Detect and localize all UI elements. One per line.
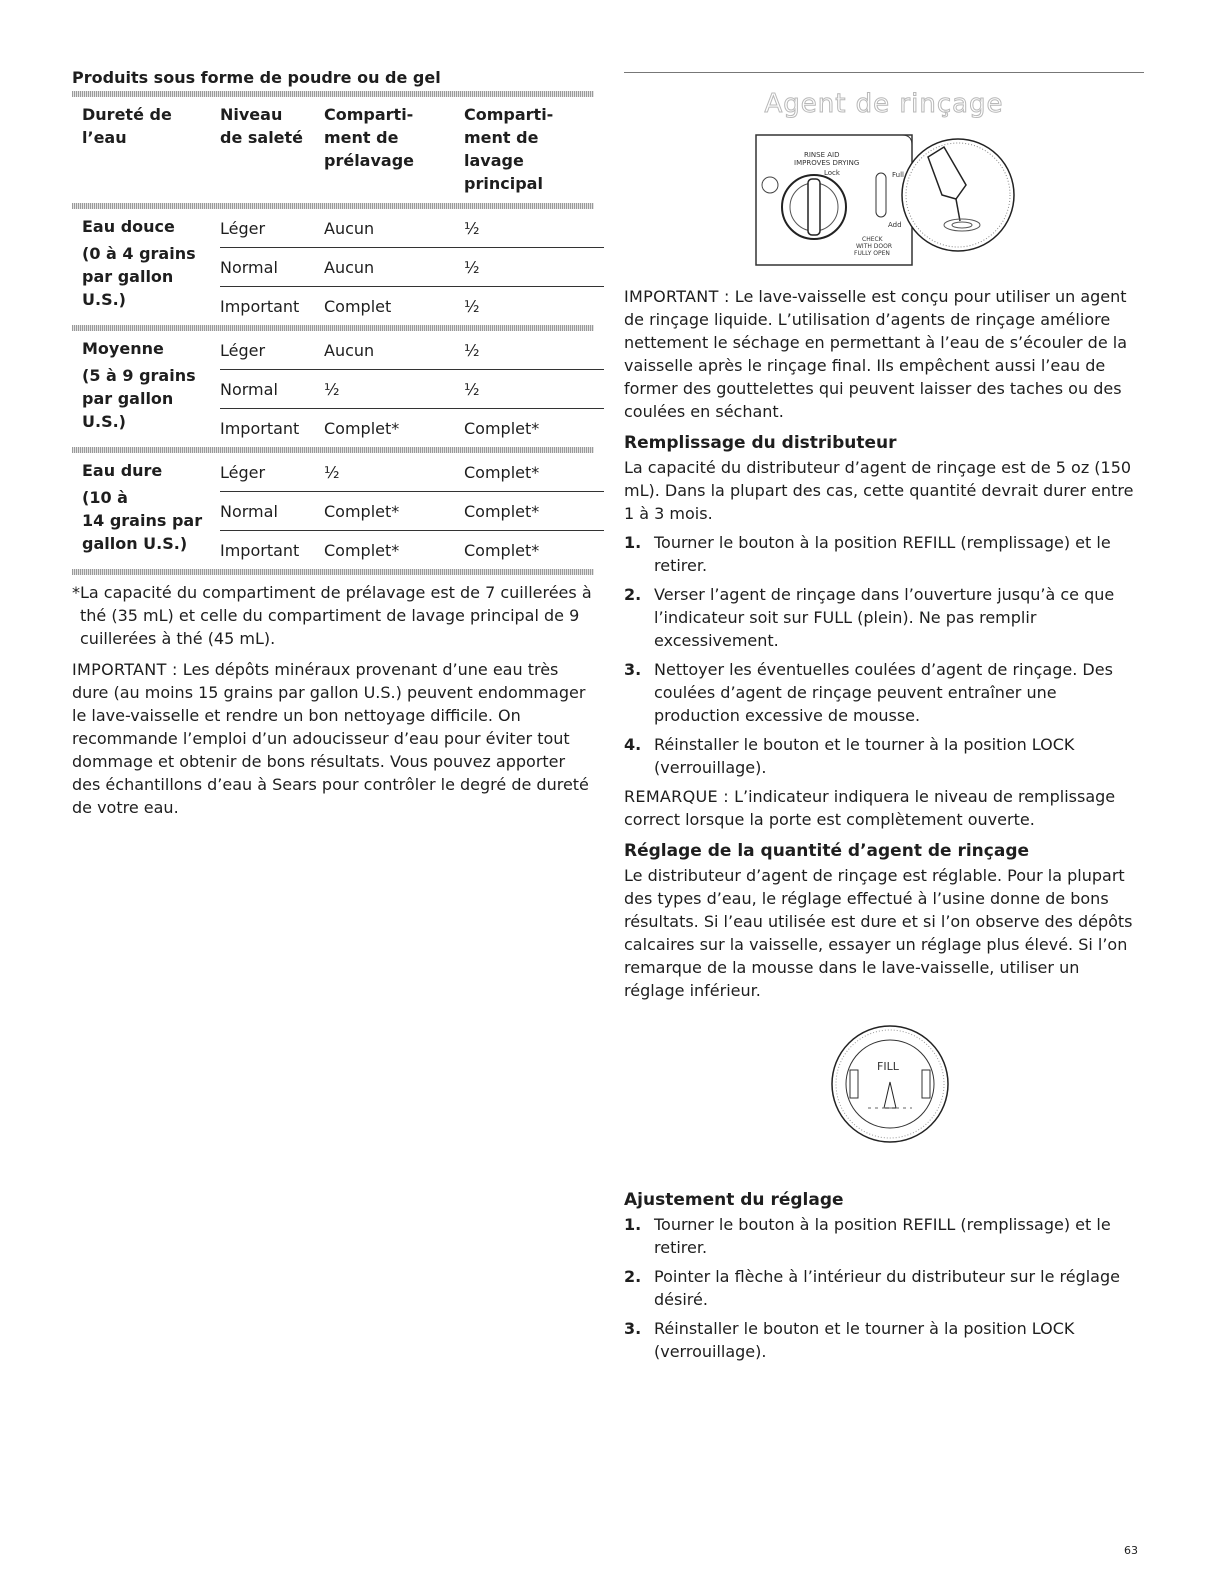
step-number: 3.: [624, 660, 642, 679]
group-name: Eau douce: [82, 217, 175, 236]
step-text: Nettoyer les éventuelles coulées d’agent de rinçage. Des coulées d’agent de rinçage peuvent entraîner une production excessive de mousse.: [654, 660, 1113, 725]
step-number: 1.: [624, 533, 642, 552]
table-row: [220, 369, 604, 408]
remarque-text: L’indicateur indiquera le niveau de remplissage correct lorsque la porte est complètement ouverte.: [624, 787, 1116, 829]
cell-prewash: Aucun: [324, 218, 375, 238]
label-fully-open: FULLY OPEN: [854, 250, 890, 257]
hardness-group-medium: [72, 331, 594, 447]
heading-refill: Remplissage du distributeur: [624, 433, 897, 453]
cell-soil: Normal: [220, 501, 278, 521]
table-header: [72, 97, 594, 203]
header-cell: Dureté de l’eau: [82, 105, 172, 147]
list-item: [624, 658, 1144, 727]
cell-soil: Important: [220, 540, 300, 560]
list-item: [624, 1317, 1144, 1363]
section-rule: [624, 72, 1144, 73]
cell-soil: Important: [220, 296, 300, 316]
step-text: Tourner le bouton à la position REFILL (remplissage) et le retirer.: [654, 533, 1111, 575]
rinse-aid-dispenser-illustration: [752, 129, 1026, 273]
label-rinse-aid: RINSE AID: [804, 151, 840, 159]
heading-adjust-quantity: Réglage de la quantité d’agent de rinçage: [624, 841, 1030, 861]
cell-soil: Léger: [220, 340, 266, 360]
list-item: [624, 583, 1144, 652]
table-bottom-rule: [72, 569, 594, 575]
table-row: [220, 491, 604, 530]
group-range: (5 à 9 grains par gallon U.S.): [82, 366, 196, 431]
cell-prewash: Complet: [324, 296, 392, 316]
cell-prewash: Complet*: [324, 418, 400, 438]
section-title: Agent de rinçage: [764, 89, 1004, 119]
step-text: Tourner le bouton à la position REFILL (remplissage) et le retirer.: [654, 1215, 1111, 1257]
label-full: Full: [892, 171, 904, 179]
important-label: IMPORTANT :: [72, 660, 178, 679]
header-cell: Comparti- ment de prélavage: [324, 105, 415, 170]
important-label: IMPORTANT :: [624, 287, 730, 306]
refill-steps: [624, 531, 1144, 779]
cell-soil: Léger: [220, 218, 266, 238]
list-item: [624, 531, 1144, 577]
table-title: Produits sous forme de poudre ou de gel: [72, 68, 441, 87]
cell-prewash: Aucun: [324, 340, 375, 360]
rinse-aid-setting-dial-illustration: [828, 1022, 952, 1146]
table-row: [220, 530, 604, 569]
cell-mainwash: Complet*: [464, 540, 540, 560]
group-range: (0 à 4 grains par gallon U.S.): [82, 244, 196, 309]
hardness-group-hard: [72, 453, 594, 569]
step-number: 3.: [624, 1319, 642, 1338]
step-text: Réinstaller le bouton et le tourner à la position LOCK (verrouillage).: [654, 1319, 1075, 1361]
step-number: 2.: [624, 585, 642, 604]
header-cell: Niveau de saleté: [220, 105, 304, 147]
right-column: [624, 68, 1144, 1369]
label-add: Add: [888, 221, 902, 229]
table-row: [220, 453, 604, 491]
group-name: Eau dure: [82, 461, 163, 480]
table-row: [220, 247, 604, 286]
cell-soil: Normal: [220, 379, 278, 399]
adjust-steps: [624, 1213, 1144, 1363]
label-fill: FILL: [877, 1060, 899, 1073]
cell-prewash: ½: [324, 379, 340, 399]
remarque-paragraph: [624, 785, 1144, 831]
cell-prewash: Aucun: [324, 257, 375, 277]
step-number: 4.: [624, 735, 642, 754]
cell-prewash: ½: [324, 462, 340, 482]
list-item: [624, 1213, 1144, 1259]
list-item: [624, 1265, 1144, 1311]
page-number: 63: [1124, 1544, 1138, 1557]
cell-soil: Normal: [220, 257, 278, 277]
label-check: CHECK: [862, 236, 883, 243]
cell-mainwash: ½: [464, 296, 480, 316]
step-text: Verser l’agent de rinçage dans l’ouverture jusqu’à ce que l’indicateur soit sur FULL (plein). Ne pas remplir excessivement.: [654, 585, 1115, 650]
table-row: [220, 286, 604, 325]
cell-mainwash: Complet*: [464, 418, 540, 438]
important-paragraph: [624, 285, 1144, 423]
cell-mainwash: ½: [464, 218, 480, 238]
cell-prewash: Complet*: [324, 501, 400, 521]
adjust-paragraph: Le distributeur d’agent de rinçage est réglable. Pour la plupart des types d’eau, le réglage effectué à l’usine donne de bons résultats. Si l’eau utilisée est dure et si l’on observe des dépôts calcaires sur la vaisselle, essayer un réglage plus élevé. Si l’on remarque de la mousse dans le lave-vaisselle, utiliser un réglage inférieur.: [624, 866, 1133, 1000]
label-lock: Lock: [824, 169, 840, 177]
hardness-group-soft: [72, 209, 594, 325]
step-number: 1.: [624, 1215, 642, 1234]
step-text: Réinstaller le bouton et le tourner à la position LOCK (verrouillage).: [654, 735, 1075, 777]
cell-mainwash: ½: [464, 379, 480, 399]
table-row: [220, 408, 604, 447]
table-footnote: *La capacité du compartiment de prélavage est de 7 cuillerées à thé (35 mL) et celle du compartiment de lavage principal de 9 cuillerées à thé (45 mL).: [72, 583, 592, 648]
step-text: Pointer la flèche à l’intérieur du distributeur sur le réglage désiré.: [654, 1267, 1120, 1309]
important-text: Le lave-vaisselle est conçu pour utiliser un agent de rinçage liquide. L’utilisation d’agents de rinçage améliore nettement le séchage en permettant à l’eau de s’écouler de la vaisselle après le rinçage final. Ils empêchent aussi l’eau de former des gouttelettes qui peuvent laisser des taches ou des coulées en séchant.: [624, 287, 1127, 421]
table-row: [220, 331, 604, 369]
refill-paragraph: La capacité du distributeur d’agent de rinçage est de 5 oz (150 mL). Dans la plupart des cas, cette quantité devrait durer entre 1 à 3 mois.: [624, 458, 1134, 523]
remarque-label: REMARQUE :: [624, 787, 729, 806]
cell-soil: Léger: [220, 462, 266, 482]
cell-soil: Important: [220, 418, 300, 438]
header-cell: Comparti- ment de lavage principal: [464, 105, 554, 193]
important-text: Les dépôts minéraux provenant d’une eau très dure (au moins 15 grains par gallon U.S.) peuvent endommager le lave-vaisselle et rendre un bon nettoyage difficile. On recommande l’emploi d’un adoucisseur d’eau pour éviter tout dommage et obtenir de bons résultats. Vous pouvez apporter des échantillons d’eau à Sears pour contrôler le degré de dureté de votre eau.: [72, 660, 589, 817]
left-column: [72, 68, 594, 819]
cell-mainwash: Complet*: [464, 501, 540, 521]
cell-mainwash: ½: [464, 340, 480, 360]
important-paragraph: [72, 658, 594, 819]
table-row: [220, 209, 604, 247]
group-name: Moyenne: [82, 339, 164, 358]
cell-mainwash: ½: [464, 257, 480, 277]
list-item: [624, 733, 1144, 779]
label-with-door: WITH DOOR: [856, 243, 893, 250]
label-improves-drying: IMPROVES DRYING: [794, 159, 860, 167]
step-number: 2.: [624, 1267, 642, 1286]
heading-adjust-setting: Ajustement du réglage: [624, 1190, 844, 1210]
group-range: (10 à 14 grains par gallon U.S.): [82, 488, 203, 553]
cell-prewash: Complet*: [324, 540, 400, 560]
cell-mainwash: Complet*: [464, 462, 540, 482]
